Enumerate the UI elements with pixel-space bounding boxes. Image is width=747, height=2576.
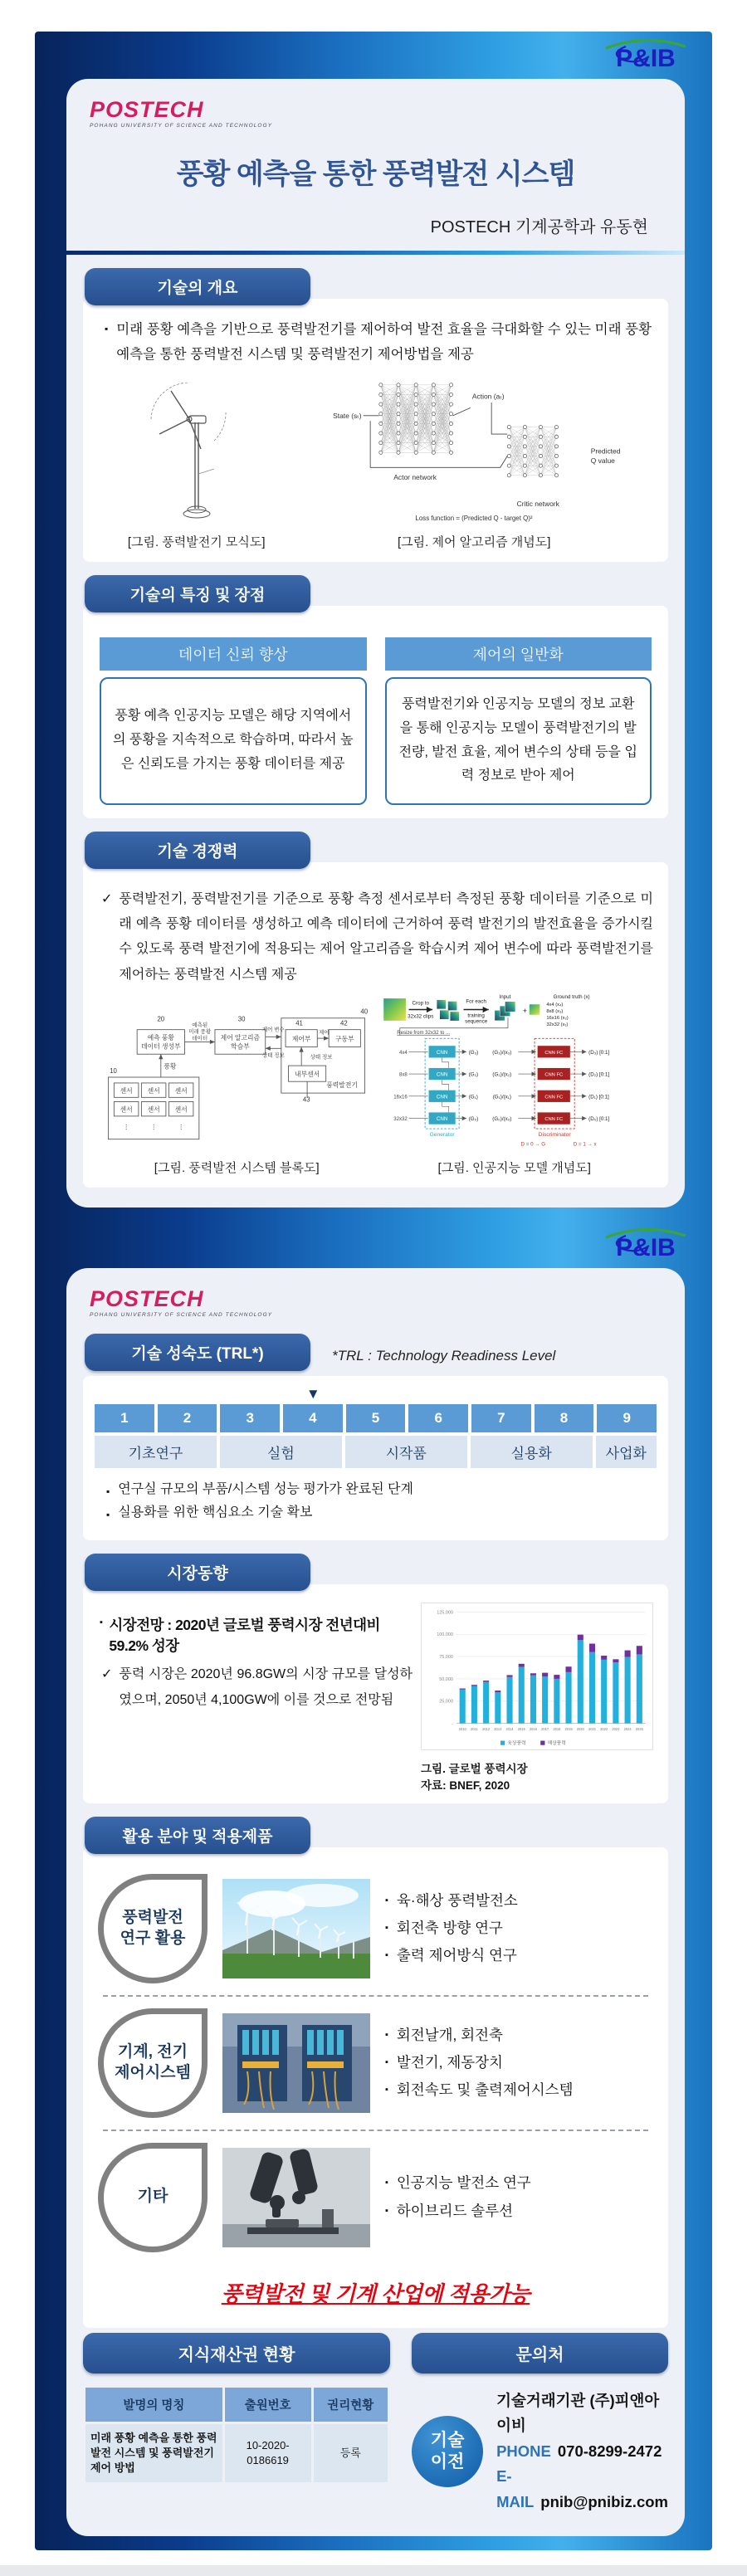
page2-card — [66, 1268, 685, 2536]
square-bullet-icon: ▪ — [105, 322, 109, 334]
svg-text:75,000: 75,000 — [439, 1655, 453, 1661]
svg-text:Generator: Generator — [429, 1132, 455, 1139]
overview-bullet — [98, 317, 653, 368]
svg-text:20: 20 — [157, 1015, 165, 1023]
svg-text:(D₃) [0:1]: (D₃) [0:1] — [588, 1050, 609, 1056]
svg-text:센서: 센서 — [147, 1105, 160, 1114]
section-usage-heading: 활용 분야 및 적용제품 — [85, 1817, 310, 1854]
algorithm-figure-caption: [그림. 제어 알고리즘 개념도] — [397, 534, 551, 549]
usage-item: ▪ 육·해상 풍력발전소 — [385, 1887, 518, 1915]
svg-text:(G₃): (G₃) — [468, 1050, 479, 1056]
usage-badge-line: 연구 활용 — [120, 1929, 186, 1947]
tech-transfer-badge-line: 이전 — [430, 2452, 465, 2471]
svg-text:육상풍력: 육상풍력 — [507, 1741, 526, 1747]
trl-level-5: 5 — [346, 1404, 406, 1432]
poster — [35, 32, 712, 2550]
svg-text:(G₀): (G₀) — [468, 1116, 479, 1123]
feature-card-body: 풍력발전기와 인공지능 모델의 정보 교환을 통해 인공지능 모델이 풍력발전기의 발전량, 발전 효율, 제어 변수의 상태 등을 입력 정보로 받아 제어 — [385, 677, 652, 805]
svg-text:For each: For each — [466, 998, 486, 1005]
competitiveness-check — [98, 887, 653, 988]
feature-card-data-trust — [100, 637, 367, 805]
svg-text:내부센서: 내부센서 — [295, 1071, 320, 1079]
svg-text:Loss function = (Predicted Q -: Loss function = (Predicted Q - target Q)² — [415, 514, 533, 522]
usage-items — [385, 2022, 574, 2105]
actor-critic-diagram — [325, 373, 623, 524]
svg-text:센서: 센서 — [120, 1087, 133, 1095]
section-features-box — [83, 606, 668, 818]
page1-card — [66, 79, 685, 1208]
svg-text:2024: 2024 — [623, 1727, 632, 1732]
svg-text:16x16 (x₂): 16x16 (x₂) — [546, 1016, 569, 1022]
svg-text:2025: 2025 — [635, 1727, 643, 1732]
svg-text:2020: 2020 — [576, 1727, 584, 1732]
trl-level-8: 8 — [535, 1404, 594, 1432]
svg-text:데이터: 데이터 — [192, 1035, 208, 1042]
ai-model-diagram — [378, 993, 652, 1149]
svg-text:4x4: 4x4 — [398, 1051, 408, 1056]
chart-caption: 그림. 글로벌 풍력시장 — [421, 1763, 528, 1776]
usage-item: ▪ 회전날개, 회전축 — [385, 2022, 574, 2049]
section-competitiveness-box — [83, 862, 668, 1188]
usage-row-wind-research — [98, 1866, 653, 1992]
market-detail-text: 풍력 시장은 2020년 96.8GW의 시장 규모를 달성하였으며, 2050년 4,100GW에 이를 것으로 전망됨 — [119, 1667, 413, 1707]
market-detail — [98, 1662, 413, 1713]
svg-text:2012: 2012 — [482, 1727, 491, 1732]
feature-card-body: 풍황 예측 인공지능 모델은 해당 지역에서의 풍황을 지속적으로 학습하며, 따라서 높은 신뢰도를 가지는 풍황 데이터를 제공 — [100, 677, 367, 805]
ip-table-header-row — [85, 2388, 388, 2422]
svg-text:+: + — [522, 1007, 527, 1016]
trl-scale — [95, 1404, 657, 1432]
feature-card-title: 데이터 신뢰 향상 — [100, 637, 367, 671]
algorithm-figure — [325, 373, 623, 554]
svg-text:CNN FC: CNN FC — [544, 1095, 563, 1100]
svg-text:(G₁): (G₁) — [468, 1094, 478, 1100]
square-bullet-icon: ▪ — [385, 1950, 388, 1961]
usage-row-other — [98, 2134, 653, 2261]
poster-byline: POSTECH 기계공학과 유동현 — [430, 217, 648, 237]
email-value: pnib@pnibiz.com — [540, 2492, 668, 2510]
svg-text:32x32 (x₁): 32x32 (x₁) — [546, 1022, 569, 1028]
wind-turbine-schematic — [134, 383, 259, 524]
svg-text:상태 정보: 상태 정보 — [262, 1052, 286, 1059]
section-overview-box — [83, 299, 668, 562]
svg-text:⋮: ⋮ — [123, 1123, 130, 1131]
svg-text:P&IB: P&IB — [616, 45, 676, 72]
section-trl-heading: 기술 성숙도 (TRL*) — [85, 1334, 310, 1371]
svg-text:(G₁)/(x₁): (G₁)/(x₁) — [492, 1094, 511, 1100]
svg-text:(G₃)/(x₃): (G₃)/(x₃) — [492, 1050, 512, 1056]
section-market-box — [83, 1584, 668, 1803]
svg-text:Ground truth (x): Ground truth (x) — [553, 994, 590, 1001]
competitiveness-text: 풍력발전기, 풍력발전기를 기준으로 풍황 측정 센서로부터 측정된 풍황 데이터를 기준으로 미래 예측 풍황 데이터를 생성하고 예측 데이터에 근거하여 풍력 발전기의 발전효율을 증가시킬 수 있도록 풍력 발전기에 적용되는 제어 알고리즘을 학습시켜 제어 변수에 따라 풍력발전기를 제어하는 풍력발전 시스템 제공 — [119, 891, 653, 982]
square-bullet-icon: ▪ — [385, 2029, 388, 2040]
svg-text:40: 40 — [360, 1007, 369, 1016]
usage-item: ▪ 출력 제어방식 연구 — [385, 1942, 518, 1969]
ip-table — [83, 2385, 390, 2486]
trl-level-1: 1 — [95, 1404, 154, 1432]
svg-text:Q value: Q value — [590, 456, 616, 465]
trl-categories — [95, 1436, 657, 1468]
section-contact-heading: 문의처 — [412, 2333, 668, 2374]
svg-text:센서: 센서 — [174, 1105, 188, 1114]
svg-text:100,000: 100,000 — [437, 1632, 453, 1638]
svg-text:예측된: 예측된 — [192, 1022, 208, 1029]
svg-text:2019: 2019 — [564, 1727, 573, 1732]
ip-col-application-no: 출원번호 — [225, 2388, 311, 2422]
control-panel-photo — [222, 2013, 370, 2113]
trl-category: 실험 — [220, 1436, 342, 1468]
usage-item: ▪ 회전속도 및 출력제어시스템 — [385, 2076, 574, 2104]
page-edge-strip — [0, 2565, 747, 2576]
postech-logo-text: POSTECH — [90, 1286, 204, 1312]
square-bullet-icon: ▪ — [385, 2057, 388, 2068]
svg-text:예측 풍황: 예측 풍황 — [147, 1033, 175, 1042]
svg-text:학습부: 학습부 — [231, 1042, 250, 1051]
check-icon: ✓ — [101, 891, 113, 906]
svg-text:2022: 2022 — [600, 1727, 608, 1732]
ip-invention-name: 미래 풍황 예측을 통한 풍력발전 시스템 및 풍력발전기 제어 방법 — [85, 2424, 222, 2483]
svg-text:Resize from 32x32 to ...: Resize from 32x32 to ... — [397, 1031, 450, 1037]
svg-text:2017: 2017 — [541, 1727, 549, 1732]
svg-text:CNN FC: CNN FC — [544, 1117, 563, 1123]
usage-badge-line: 기계, 전기 — [118, 2043, 188, 2061]
svg-text:구동부: 구동부 — [335, 1035, 354, 1043]
trl-level-6: 6 — [408, 1404, 468, 1432]
usage-badge — [98, 2008, 208, 2118]
turbine-figure — [128, 383, 266, 554]
svg-text:센서: 센서 — [174, 1087, 188, 1095]
wind-farm-photo — [222, 1879, 370, 1978]
postech-logo-subtext: POHANG UNIVERSITY OF SCIENCE AND TECHNOLOGY — [90, 1312, 273, 1319]
svg-text:CNN: CNN — [436, 1116, 448, 1123]
contact-section — [412, 2333, 668, 2515]
svg-text:CNN FC: CNN FC — [544, 1072, 563, 1078]
svg-text:CNN FC: CNN FC — [544, 1051, 563, 1056]
svg-text:CNN: CNN — [436, 1094, 448, 1100]
svg-text:Critic network: Critic network — [516, 499, 560, 508]
usage-item: ▪ 하이브리드 솔루션 — [385, 2198, 531, 2225]
svg-text:2015: 2015 — [517, 1727, 525, 1732]
block-diagram-caption: [그림. 풍력발전 시스템 블록도] — [154, 1161, 320, 1176]
svg-text:2018: 2018 — [553, 1727, 561, 1732]
market-headline — [98, 1614, 413, 1656]
trl-level-2: 2 — [158, 1404, 217, 1432]
trl-category: 기초연구 — [95, 1436, 217, 1468]
svg-text:풍황: 풍황 — [164, 1062, 177, 1071]
svg-text:sequence: sequence — [464, 1018, 487, 1025]
svg-text:D = 0 → G: D = 0 → G — [520, 1141, 545, 1148]
section-overview-heading: 기술의 개요 — [85, 268, 310, 305]
trl-bullet: ▪ 연구실 규모의 부품/시스템 성능 평가가 완료된 단계 — [100, 1480, 657, 1504]
trl-level-9: 9 — [597, 1404, 657, 1432]
usage-badge-line: 풍력발전 — [122, 1909, 183, 1926]
ai-model-figure — [378, 993, 652, 1179]
usage-badge-line: 제어시스템 — [115, 2063, 191, 2081]
applicability-note: 풍력발전 및 기계 산업에 적용가능 — [221, 2281, 530, 2306]
poster-title: 풍황 예측을 통한 풍력발전 시스템 — [176, 158, 575, 190]
square-bullet-icon: ▪ — [385, 2205, 388, 2216]
trl-level-4: 4 — [283, 1404, 343, 1432]
postech-logo-subtext: POHANG UNIVERSITY OF SCIENCE AND TECHNOLOGY — [90, 123, 273, 129]
postech-logo — [90, 99, 668, 129]
svg-text:Action (aₜ): Action (aₜ) — [472, 392, 505, 401]
svg-text:8x8 (x₃): 8x8 (x₃) — [546, 1009, 564, 1015]
svg-text:데이터 생성부: 데이터 생성부 — [141, 1042, 181, 1051]
ai-model-caption: [그림. 인공지능 모델 개념도] — [437, 1161, 591, 1176]
section-features-heading: 기술의 특징 및 장점 — [85, 575, 310, 612]
svg-text:(G₂): (G₂) — [468, 1071, 478, 1078]
postech-logo — [90, 1288, 668, 1319]
section-ip-heading: 지식재산권 현황 — [83, 2333, 390, 2374]
trl-level-7: 7 — [471, 1404, 531, 1432]
ip-col-invention: 발명의 명칭 — [85, 2388, 222, 2422]
ip-table-row — [85, 2424, 388, 2483]
ip-application-number: 10-2020-0186619 — [225, 2424, 311, 2483]
feature-card-title: 제어의 일반화 — [385, 637, 652, 671]
section-competitiveness-heading: 기술 경쟁력 — [85, 832, 310, 869]
svg-text:해상풍력: 해상풍력 — [547, 1741, 566, 1747]
page1-frame — [35, 32, 712, 1217]
svg-text:State (sₜ): State (sₜ) — [333, 411, 362, 420]
square-bullet-icon: ▪ — [106, 1509, 110, 1521]
svg-text:센서: 센서 — [147, 1087, 160, 1095]
trl-bullets — [100, 1480, 657, 1528]
svg-text:(G₂)/(x₂): (G₂)/(x₂) — [492, 1071, 512, 1078]
pnib-logo — [601, 1224, 691, 1264]
svg-text:상태 정보: 상태 정보 — [310, 1054, 333, 1061]
svg-text:30: 30 — [237, 1015, 246, 1023]
title-divider — [66, 251, 685, 255]
svg-text:미래 풍황: 미래 풍황 — [188, 1029, 212, 1036]
svg-text:(D₂) [0:1]: (D₂) [0:1] — [588, 1071, 609, 1078]
contact-phone-line — [496, 2439, 668, 2465]
chart-source: 자료: BNEF, 2020 — [421, 1779, 510, 1793]
feature-card-control-general — [385, 637, 652, 805]
svg-text:43: 43 — [303, 1095, 310, 1104]
tech-transfer-badge — [412, 2416, 483, 2487]
phone-label: PHONE — [496, 2442, 551, 2460]
turbine-figure-caption: [그림. 풍력발전기 모식도] — [127, 534, 266, 549]
svg-text:풍력발전기: 풍력발전기 — [326, 1081, 359, 1090]
ip-col-status: 권리현황 — [314, 2388, 388, 2422]
svg-text:training: training — [467, 1012, 485, 1019]
usage-badge — [98, 2143, 208, 2252]
svg-text:D = 1 → x: D = 1 → x — [573, 1141, 597, 1148]
row-divider — [103, 1995, 648, 1997]
svg-text:제어 알고리즘: 제어 알고리즘 — [220, 1033, 261, 1042]
usage-badge-line: 기타 — [137, 2188, 168, 2206]
svg-text:CNN: CNN — [436, 1071, 448, 1078]
svg-text:2011: 2011 — [471, 1727, 478, 1732]
svg-text:50,000: 50,000 — [439, 1677, 453, 1683]
trl-marker-icon: ▼ — [305, 1385, 320, 1402]
svg-text:2023: 2023 — [612, 1727, 620, 1732]
svg-text:-: - — [452, 1721, 453, 1727]
svg-text:125,000: 125,000 — [437, 1610, 453, 1616]
usage-items — [385, 1887, 518, 1970]
usage-item: ▪ 인공지능 발전소 연구 — [385, 2169, 531, 2197]
ip-right-status: 등록 — [314, 2424, 388, 2483]
svg-text:25,000: 25,000 — [439, 1699, 453, 1705]
square-bullet-icon: ▪ — [385, 2178, 388, 2188]
system-block-diagram — [100, 1005, 374, 1149]
svg-text:42: 42 — [340, 1019, 348, 1027]
usage-row-control-systems — [98, 2000, 653, 2126]
global-wind-market-chart — [421, 1603, 653, 1750]
svg-text:⋮: ⋮ — [178, 1123, 185, 1131]
sensor-grid — [115, 1083, 194, 1131]
svg-text:Crop to: Crop to — [412, 1000, 429, 1007]
market-chart-figure — [421, 1603, 653, 1795]
section-usage-box — [83, 1847, 668, 2328]
square-bullet-icon: ▪ — [106, 1485, 110, 1497]
square-bullet-icon: ▪ — [100, 1617, 103, 1628]
contact-org: 기술거래기관 (주)피앤아이비 — [496, 2391, 660, 2435]
square-bullet-icon: ▪ — [385, 2085, 388, 2095]
svg-text:8x8: 8x8 — [398, 1072, 408, 1078]
svg-text:Discriminator: Discriminator — [538, 1132, 571, 1139]
usage-items — [385, 2169, 531, 2225]
svg-text:32x32: 32x32 — [393, 1117, 408, 1123]
page2-frame — [35, 1217, 712, 2550]
trl-category: 사업화 — [596, 1436, 657, 1468]
usage-badge — [98, 1874, 208, 1983]
svg-text:16x16: 16x16 — [393, 1095, 408, 1100]
square-bullet-icon: ▪ — [385, 1895, 388, 1905]
microscope-photo — [222, 2148, 370, 2247]
square-bullet-icon: ▪ — [385, 1923, 388, 1934]
svg-text:제어: 제어 — [319, 1029, 330, 1036]
svg-text:P&IB: P&IB — [616, 1234, 676, 1262]
svg-text:2016: 2016 — [529, 1727, 537, 1732]
svg-text:2010: 2010 — [458, 1727, 466, 1732]
svg-text:2013: 2013 — [494, 1727, 502, 1732]
svg-text:Actor network: Actor network — [393, 472, 437, 481]
svg-text:CNN: CNN — [436, 1050, 448, 1056]
trl-note: *TRL : Technology Readiness Level — [332, 1347, 556, 1364]
svg-text:Input: Input — [499, 994, 511, 1001]
email-label: E-MAIL — [496, 2467, 535, 2510]
block-diagram-figure — [100, 1005, 374, 1179]
contact-email-line — [496, 2464, 668, 2515]
section-market-heading: 시장동향 — [85, 1554, 310, 1591]
usage-item: ▪ 회전축 방향 연구 — [385, 1915, 518, 1942]
trl-bullet: ▪ 실용화를 위한 핵심요소 기술 확보 — [100, 1503, 657, 1527]
svg-text:10: 10 — [110, 1066, 118, 1075]
market-headline-text: 시장전망 : 2020년 글로벌 풍력시장 전년대비 59.2% 성장 — [109, 1617, 380, 1655]
phone-value: 070-8299-2472 — [557, 2442, 662, 2460]
postech-logo-text: POSTECH — [90, 97, 204, 122]
svg-text:⋮: ⋮ — [150, 1123, 158, 1131]
svg-text:32x32 clips: 32x32 clips — [407, 1013, 434, 1020]
trl-level-3: 3 — [220, 1404, 280, 1432]
tech-transfer-badge-line: 기술 — [430, 2430, 465, 2450]
overview-bullet-text: 미래 풍황 예측을 기반으로 풍력발전기를 제어하여 발전 효율을 극대화할 수 있는 미래 풍황 예측을 통한 풍력발전 시스템 및 풍력발전기 제어방법을 제공 — [116, 321, 652, 363]
svg-text:(D₁) [0:1]: (D₁) [0:1] — [588, 1094, 609, 1100]
trl-category: 실용화 — [471, 1436, 593, 1468]
check-icon: ✓ — [101, 1667, 113, 1682]
svg-text:Predicted: Predicted — [590, 446, 621, 455]
trl-category: 시작품 — [345, 1436, 467, 1468]
svg-text:(D₀) [0:1]: (D₀) [0:1] — [588, 1116, 610, 1123]
svg-text:제어 변수: 제어 변수 — [262, 1027, 286, 1033]
svg-text:제어부: 제어부 — [292, 1035, 311, 1043]
svg-text:센서: 센서 — [120, 1105, 133, 1114]
trl-box — [83, 1376, 668, 1541]
row-divider — [103, 2130, 648, 2131]
svg-text:(G₀)/(x₀): (G₀)/(x₀) — [492, 1116, 512, 1123]
svg-text:2021: 2021 — [588, 1727, 597, 1732]
usage-item: ▪ 발전기, 제동장치 — [385, 2049, 574, 2076]
svg-text:41: 41 — [295, 1019, 304, 1027]
ip-section — [83, 2333, 390, 2515]
svg-text:2014: 2014 — [505, 1727, 514, 1732]
pnib-logo — [601, 35, 691, 75]
svg-text:4x4 (x₄): 4x4 (x₄) — [546, 1003, 564, 1008]
